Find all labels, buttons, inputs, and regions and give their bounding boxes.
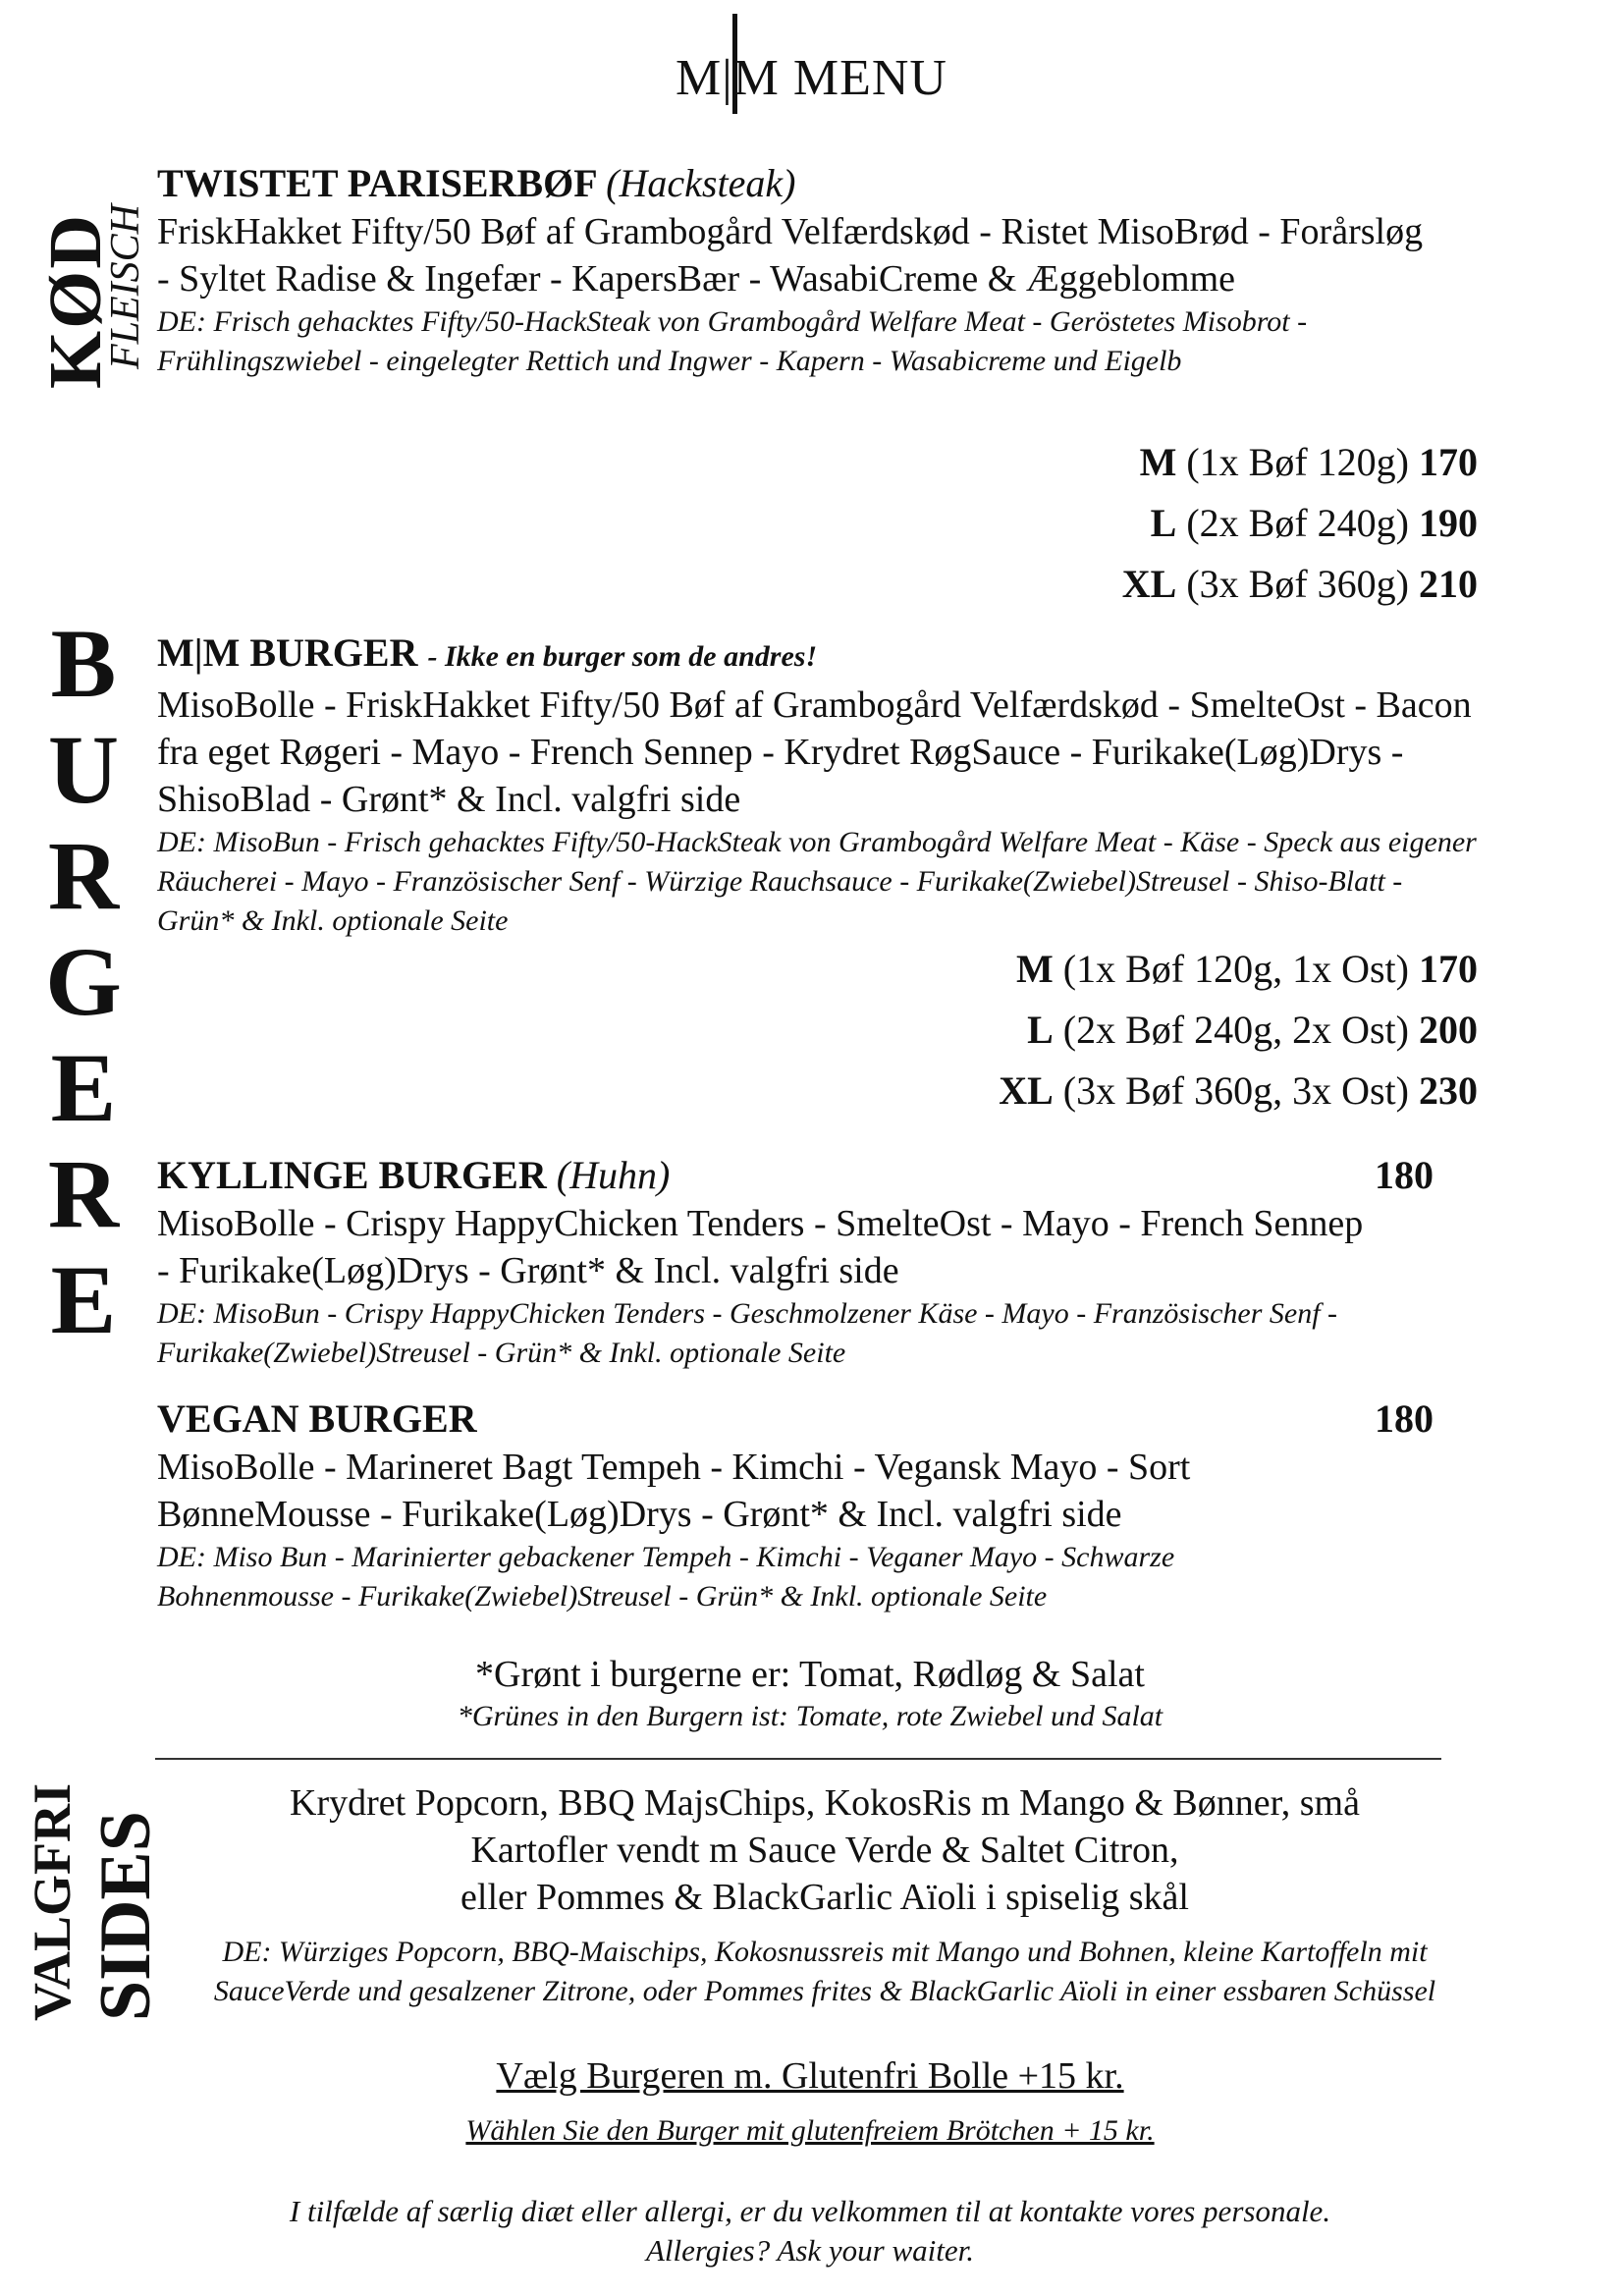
burgere-letter: U: [47, 715, 120, 824]
gluten-free-note: [157, 2050, 1463, 2153]
item-title: [157, 1394, 1483, 1444]
gluten-free-de: Wählen Sie den Burger mit glutenfreiem Brötchen + 15 kr.: [465, 2114, 1155, 2147]
sides-line: Krydret Popcorn, BBQ MajsChips, KokosRis m Mango & Bønner, små: [290, 1782, 1360, 1824]
size-option: M (1x Bøf 120g) 170: [1139, 440, 1478, 484]
allergy-line-da: I tilfælde af særlig diæt eller allergi, er du velkommen til at kontakte vores personale.: [289, 2194, 1331, 2228]
menu-item-kyllinge-burger: [157, 1151, 1483, 1373]
side-label-burgere: [39, 611, 128, 1353]
side-label-kod: KØD: [34, 212, 117, 389]
size-options-pariserbof: [1122, 432, 1478, 615]
menu-header: [0, 14, 1623, 122]
item-name: TWISTET PARISERBØF: [157, 161, 597, 205]
menu-item-vegan-burger: [157, 1394, 1483, 1616]
item-description: MisoBolle - Marineret Bagt Tempeh - Kimchi - Vegansk Mayo - Sort BønneMousse - Furikake(Løg)Drys - Grønt* & Incl. valgfri side: [157, 1447, 1191, 1535]
item-subtitle: (Hacksteak): [606, 161, 796, 205]
sides-line: eller Pommes & BlackGarlic Aïoli i spiselig skål: [460, 1877, 1189, 1918]
burgere-letter: G: [45, 927, 122, 1036]
item-description: MisoBolle - FriskHakket Fifty/50 Bøf af Grambogård Velfærdskød - SmelteOst - Bacon fra eget Røgeri - Mayo - French Sennep - Krydret RøgSauce - Furikake(Løg)Drys - ShisoBlad - Grønt* & Incl. valgfri side: [157, 684, 1472, 820]
gruen-note-de: *Grünes in den Burgern ist: Tomate, rote Zwiebel und Salat: [457, 1700, 1163, 1732]
menu-logo: M|M MENU: [676, 50, 947, 106]
side-label-fleisch: FLEISCH: [103, 204, 148, 369]
gront-note: *Grønt i burgerne er: Tomat, Rødløg & Salat: [475, 1654, 1145, 1695]
sides-section: [187, 1779, 1463, 2011]
item-description-de: DE: MisoBun - Crispy HappyChicken Tenders - Geschmolzener Käse - Mayo - Französischer Senf - Furikake(Zwiebel)Streusel - Grün* & Inkl. optionale Seite: [157, 1297, 1338, 1369]
item-name: VEGAN BURGER: [157, 1396, 477, 1441]
sides-line: Kartofler vendt m Sauce Verde & Saltet Citron,: [470, 1830, 1179, 1871]
burgere-letter: R: [47, 1139, 120, 1248]
size-option: L (2x Bøf 240g) 190: [1150, 501, 1478, 545]
item-description: FriskHakket Fifty/50 Bøf af Grambogård Velfærdskød - Ristet MisoBrød - Forårsløg - Syltet Radise & Ingefær - KapersBær - WasabiCreme & Æggeblomme: [157, 211, 1424, 300]
burgere-letter: E: [50, 1245, 117, 1354]
item-description-de: DE: Frisch gehacktes Fifty/50-HackSteak von Grambogård Welfare Meat - Geröstetes Misobrot - Frühlingszwiebel - eingelegter Rettich und Ingwer - Kapern - Wasabicreme und Eigelb: [157, 305, 1308, 377]
item-price: 180: [1375, 1153, 1434, 1197]
burgere-letter: B: [50, 609, 117, 718]
item-price: 180: [1375, 1396, 1434, 1441]
gluten-free-da: Vælg Burgeren m. Glutenfri Bolle +15 kr.: [496, 2055, 1124, 2097]
menu-item-pariserbof: [157, 159, 1483, 381]
allergy-line-en: Allergies? Ask your waiter.: [645, 2233, 975, 2268]
item-tagline: - Ikke en burger som de andres!: [427, 640, 818, 673]
item-title: [157, 159, 1483, 208]
size-option: L (2x Bøf 240g, 2x Ost) 200: [1027, 1008, 1478, 1052]
size-option: M (1x Bøf 120g, 1x Ost) 170: [1016, 947, 1478, 991]
item-name: KYLLINGE BURGER: [157, 1153, 547, 1197]
size-options-mm-burger: [999, 939, 1478, 1121]
side-label-valgfri: VALGFRI: [23, 1782, 81, 2021]
item-description-de: DE: MisoBun - Frisch gehacktes Fifty/50-HackSteak von Grambogård Welfare Meat - Käse - Speck aus eigener Räucherei - Mayo - Französischer Senf - Würzige Rauchsauce - Furikake(Zwiebel)Streusel - Shiso-Blatt - Grün* & Inkl. optionale Seite: [157, 826, 1477, 937]
menu-item-mm-burger: [157, 629, 1483, 941]
item-title: [157, 1151, 1483, 1200]
side-label-sides: SIDES: [85, 1811, 166, 2021]
section-divider: [155, 1758, 1441, 1760]
item-subtitle: (Huhn): [556, 1153, 671, 1197]
item-name: M|M BURGER: [157, 630, 418, 675]
sides-description-de: DE: Würziges Popcorn, BBQ-Maischips, Kokosnussreis mit Mango und Bohnen, kleine Kartoffeln mit SauceVerde und gesalzener Zitrone, oder Pommes frites & BlackGarlic Aïoli in einer essbaren Schüssel: [213, 1936, 1436, 2007]
size-option: XL (3x Bøf 360g, 3x Ost) 230: [999, 1068, 1478, 1113]
item-description: MisoBolle - Crispy HappyChicken Tenders - SmelteOst - Mayo - French Sennep - Furikake(Løg)Drys - Grønt* & Incl. valgfri side: [157, 1203, 1364, 1291]
item-title: [157, 629, 1483, 682]
burgere-letter: R: [47, 821, 120, 930]
item-description-de: DE: Miso Bun - Marinierter gebackener Tempeh - Kimchi - Veganer Mayo - Schwarze Bohnenmousse - Furikake(Zwiebel)Streusel - Grün* & Inkl. optionale Seite: [157, 1541, 1175, 1613]
burgere-letter: E: [50, 1033, 117, 1142]
size-option: XL (3x Bøf 360g) 210: [1121, 562, 1478, 606]
allergy-footer: [157, 2192, 1463, 2270]
